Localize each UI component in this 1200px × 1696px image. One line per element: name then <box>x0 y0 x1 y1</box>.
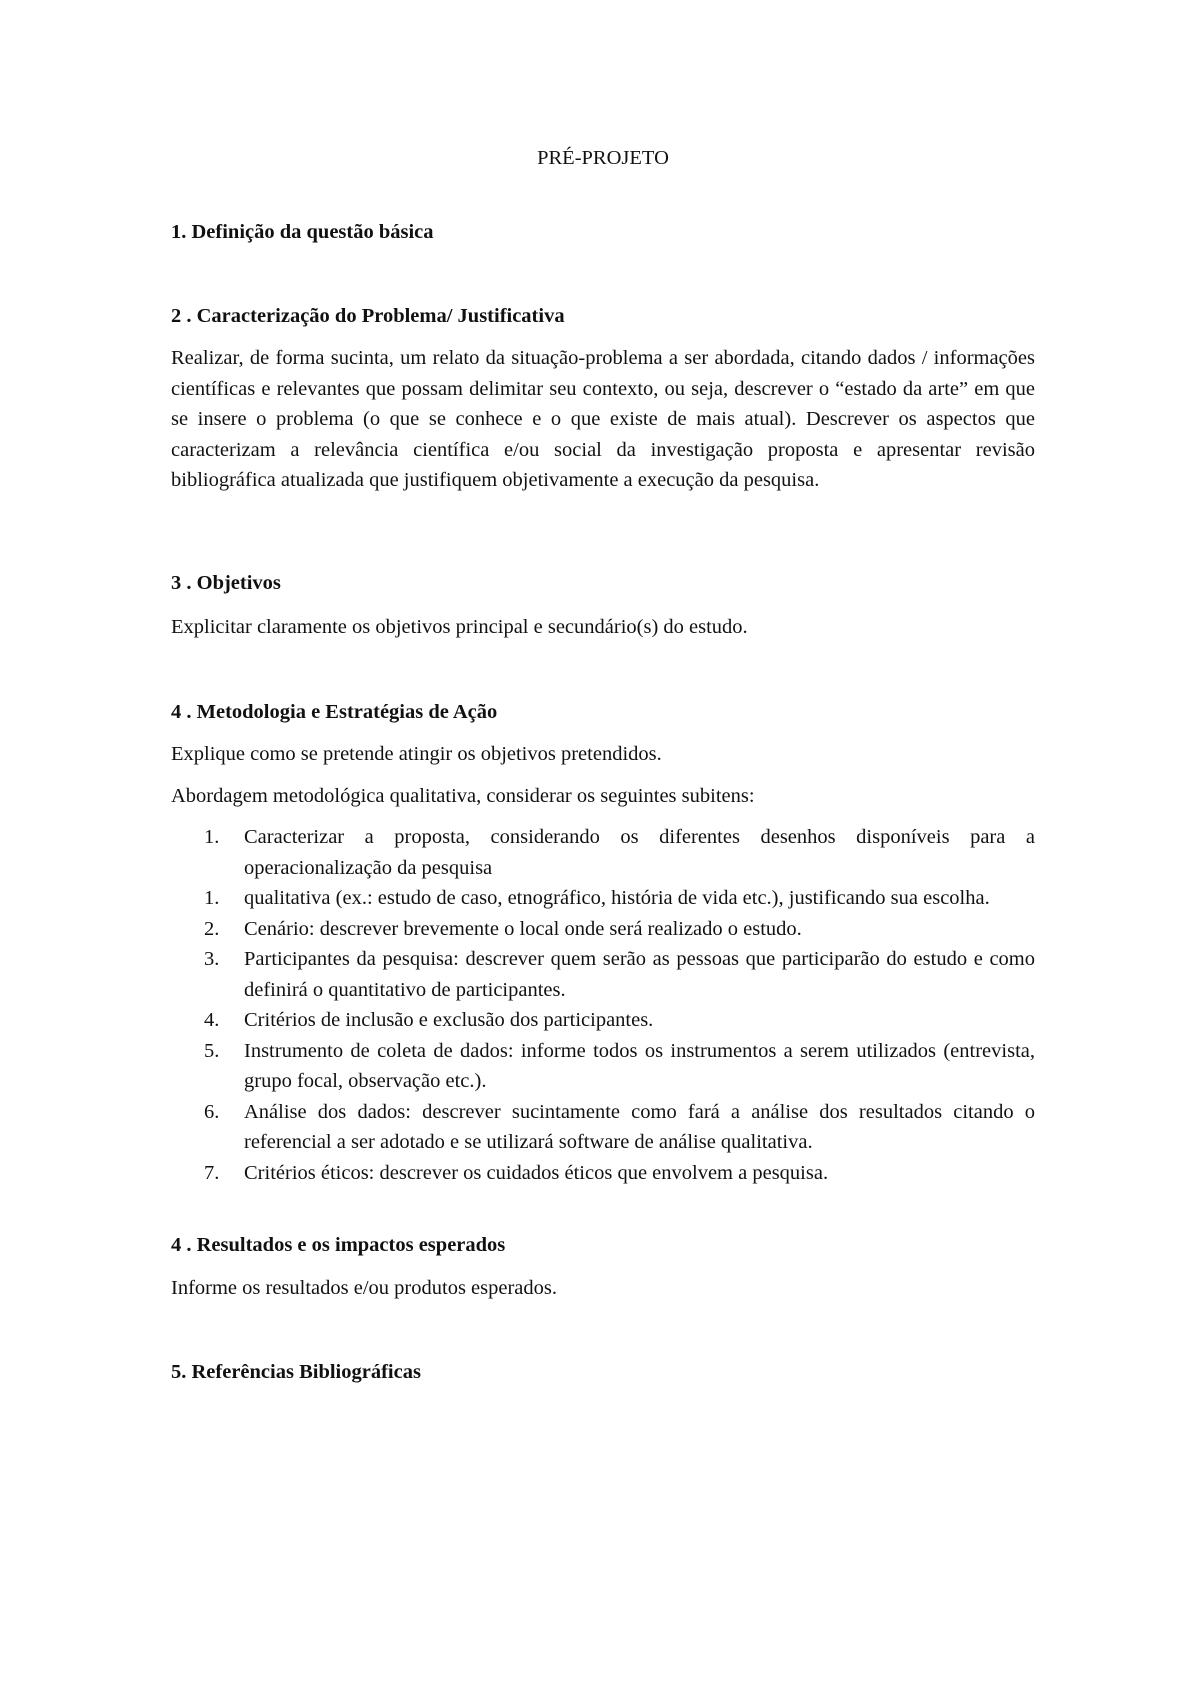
list-item-number: 5. <box>204 1039 220 1062</box>
list-item-number: 3. <box>204 948 220 970</box>
section-paragraph-abordagem: Abordagem metodológica qualitativa, considerar os seguintes subitens: <box>171 785 755 807</box>
list-item-text: Instrumento de coleta de dados: informe todos os instrumentos a serem utilizados (entrevista, grupo focal, observação etc.). <box>244 1039 1035 1092</box>
section-heading-metodologia: 4 . Metodologia e Estratégias de Ação <box>171 701 498 723</box>
section-heading-resultados: 4 . Resultados e os impactos esperados <box>171 1234 506 1256</box>
list-item-number: 1. <box>204 887 220 909</box>
list-item <box>171 914 1035 945</box>
list-item-text: Análise dos dados: descrever sucintamente como fará a análise dos resultados citando o referencial a ser adotado e se utilizará software de análise qualitativa. <box>244 1100 1035 1153</box>
list-item-number: 4. <box>204 1009 220 1031</box>
section-paragraph-resultados: Informe os resultados e/ou produtos esperados. <box>171 1277 557 1299</box>
list-item <box>171 822 1035 883</box>
section-heading-objetivos: 3 . Objetivos <box>171 572 281 594</box>
list-item-number: 1. <box>204 826 220 848</box>
list-item <box>171 944 1035 1005</box>
section-heading-caracterizacao: 2 . Caracterização do Problema/ Justificativa <box>171 305 565 327</box>
document-title: PRÉ-PROJETO <box>537 147 669 169</box>
list-item <box>171 1005 1035 1036</box>
list-item <box>171 883 1035 914</box>
list-item-number: 6. <box>204 1100 220 1123</box>
section-paragraph-metodologia: Explique como se pretende atingir os objetivos pretendidos. <box>171 743 662 765</box>
list-item-number: 7. <box>204 1161 220 1184</box>
list-item-text: Caracterizar a proposta, considerando os diferentes desenhos disponíveis para a operacionalização da pesquisa <box>244 826 1035 879</box>
list-item-number: 2. <box>204 917 220 940</box>
section-paragraph-caracterizacao: Realizar, de forma sucinta, um relato da situação-problema a ser abordada, citando dados / informações científicas e relevantes que possam delimitar seu contexto, ou seja, descrever o “estado da arte” em que se insere o problema (o que se conhece e o que existe de mais atual). Descrever os aspectos que caracterizam a relevância científica e/ou social da investigação proposta e apresentar revisão bibliográfica atualizada que justifiquem objetivamente a execução da pesquisa. <box>171 347 1035 491</box>
list-item-text: Participantes da pesquisa: descrever quem serão as pessoas que participarão do estudo e como definirá o quantitativo de participantes. <box>244 948 1035 1001</box>
list-item <box>171 1036 1035 1097</box>
list-item-text: Cenário: descrever brevemente o local onde será realizado o estudo. <box>244 917 802 940</box>
section-heading-definicao: 1. Definição da questão básica <box>171 221 434 243</box>
methodology-list <box>171 822 1035 1188</box>
list-item <box>171 1097 1035 1158</box>
list-item-text: Critérios de inclusão e exclusão dos participantes. <box>244 1009 654 1031</box>
section-paragraph-objetivos: Explicitar claramente os objetivos principal e secundário(s) do estudo. <box>171 616 748 638</box>
list-item-text: Critérios éticos: descrever os cuidados éticos que envolvem a pesquisa. <box>244 1161 829 1184</box>
list-item-text: qualitativa (ex.: estudo de caso, etnográfico, história de vida etc.), justificando sua escolha. <box>244 887 990 909</box>
list-item <box>171 1158 1035 1189</box>
section-heading-referencias: 5. Referências Bibliográficas <box>171 1361 421 1383</box>
